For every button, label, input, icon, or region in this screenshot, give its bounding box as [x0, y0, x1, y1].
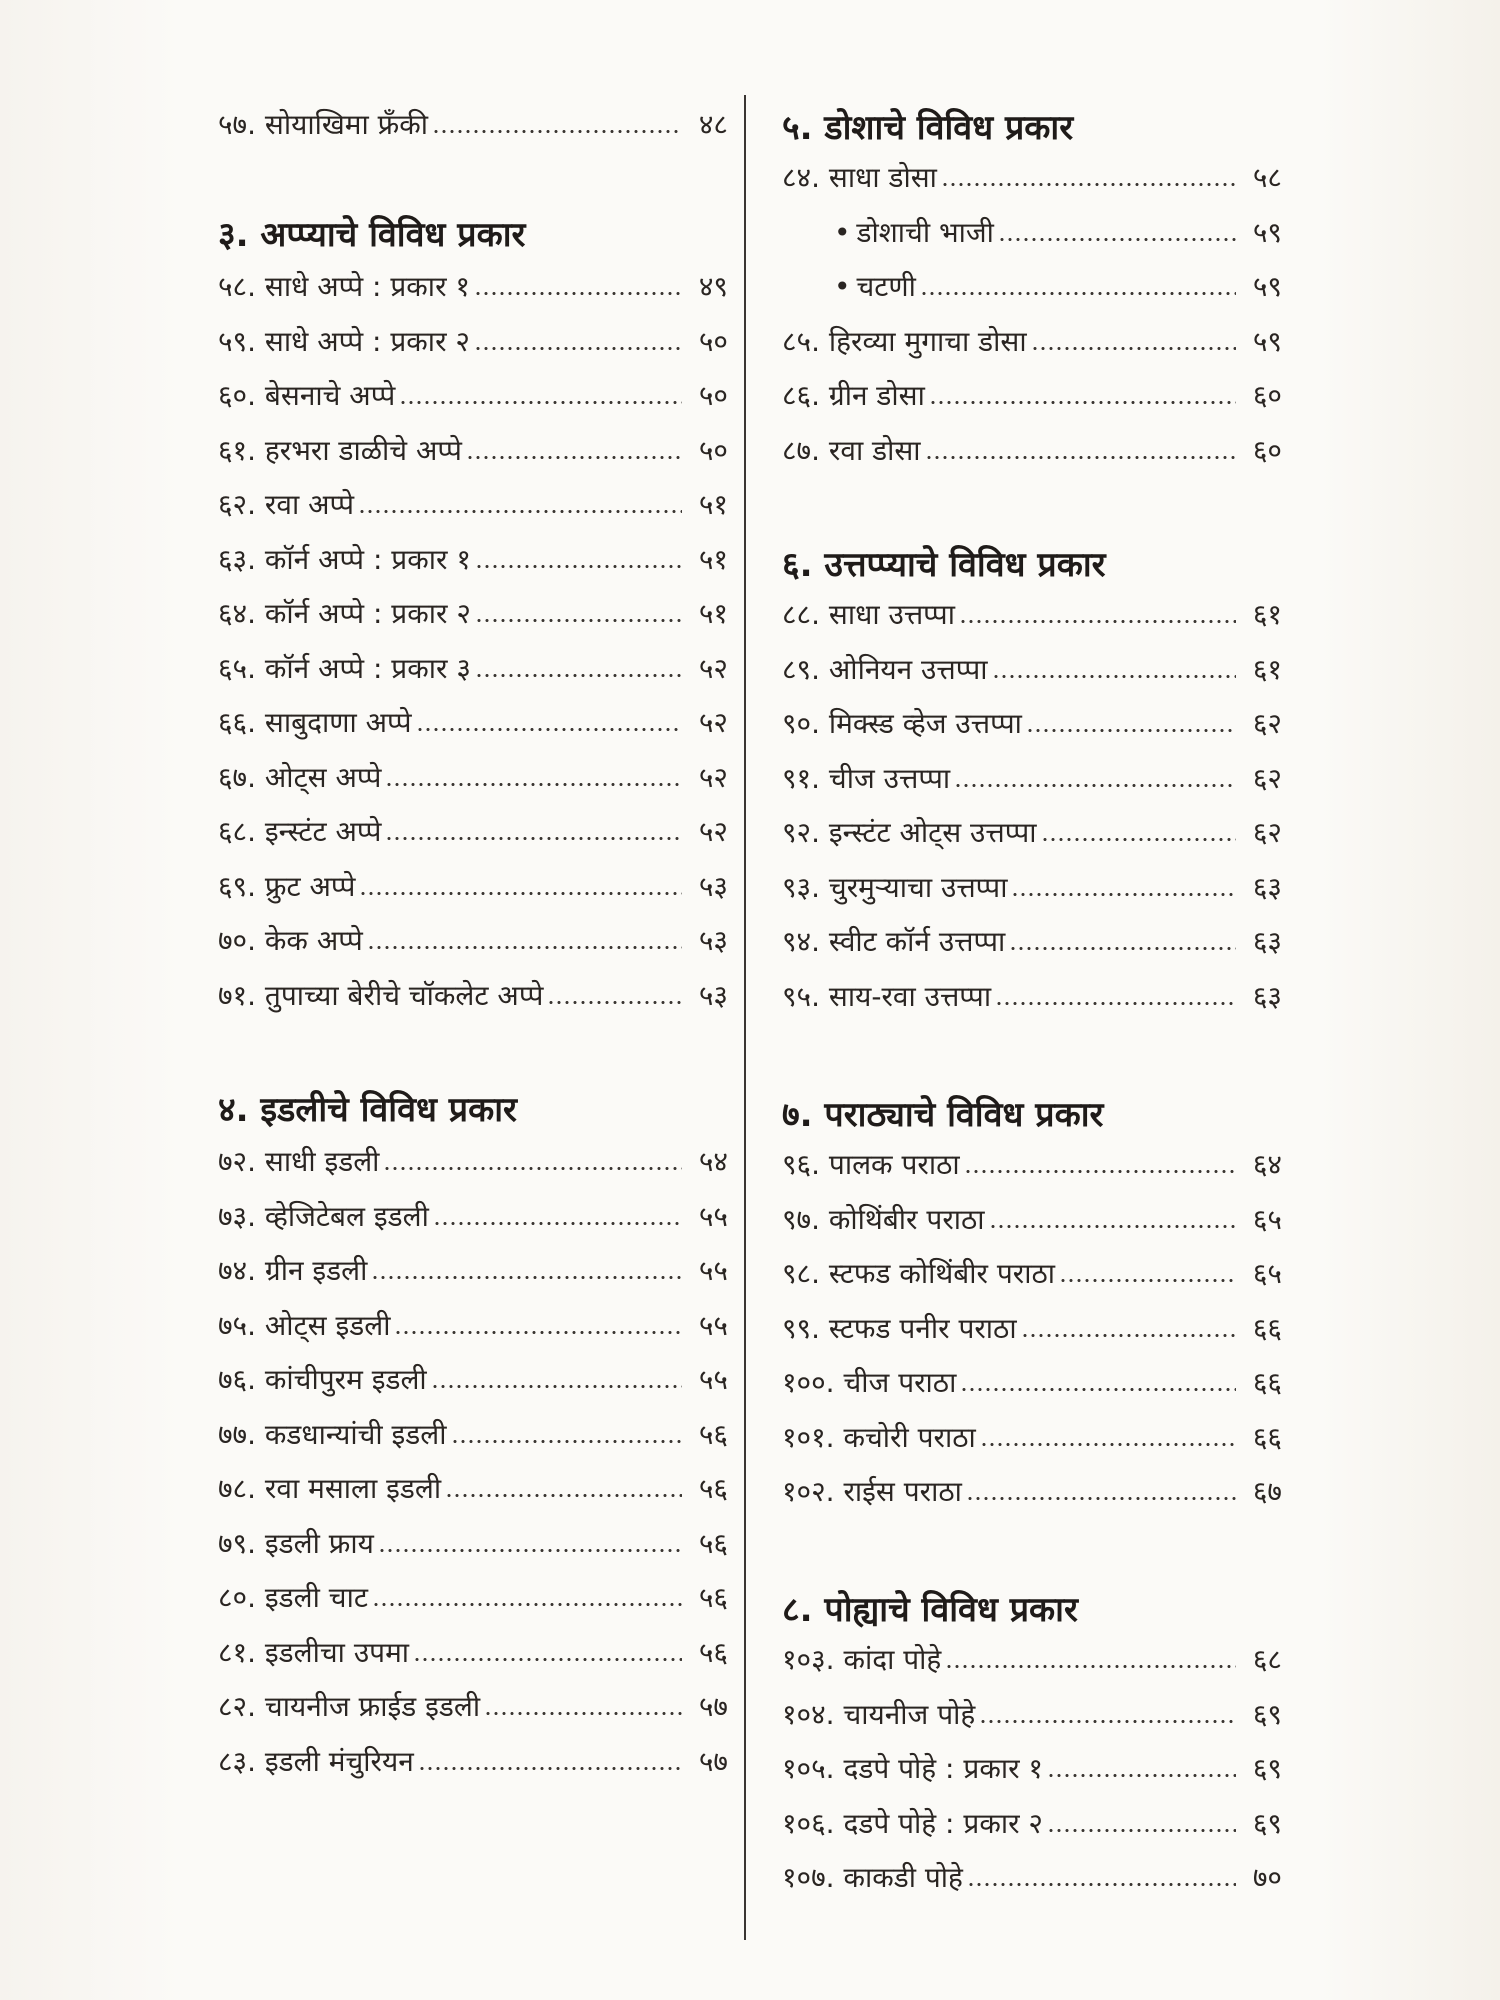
dot-leader [954, 776, 1236, 788]
entry-title: १०४. चायनीज पोहे [782, 1697, 976, 1731]
toc-entry [218, 916, 728, 966]
dot-leader [967, 1875, 1236, 1887]
toc-entry [782, 1853, 1282, 1903]
entry-title: ५७. सोयाखिमा फ्रँकी [218, 108, 428, 141]
dot-leader [474, 284, 682, 296]
dot-leader [367, 938, 682, 950]
entry-page-number: ५७ [698, 1744, 728, 1778]
dot-leader [1031, 339, 1236, 351]
dot-leader [418, 1759, 682, 1771]
entry-title: ८५. हिरव्या मुगाचा डोसा [782, 324, 1027, 358]
dot-leader [941, 175, 1236, 187]
entry-title: ९०. मिक्स्ड व्हेज उत्तप्पा [782, 707, 1022, 740]
toc-entry [782, 1140, 1282, 1190]
entry-title: ६४. कॉर्न अप्पे : प्रकार २ [218, 597, 471, 630]
dot-leader [1059, 1271, 1236, 1283]
toc-entry [218, 1192, 728, 1242]
entry-title: ६८. इन्स्टंट अप्पे [218, 815, 382, 848]
entry-page-number: ५९ [1252, 270, 1282, 303]
entry-page-number: ६२ [1252, 761, 1282, 795]
entry-page-number: ५० [698, 433, 728, 467]
dot-leader [413, 1650, 682, 1662]
dot-leader [925, 448, 1236, 460]
toc-entry [218, 1301, 728, 1351]
dot-leader [383, 1159, 682, 1171]
toc-entry [218, 262, 728, 312]
entry-title: ८१. इडलीचा उपमा [218, 1635, 410, 1669]
dot-leader [964, 1162, 1236, 1174]
entry-page-number: ५८ [1252, 161, 1282, 194]
entry-page-number: ६२ [1252, 707, 1282, 740]
toc-entry [218, 1682, 728, 1732]
bullet-icon: • [834, 215, 851, 249]
entry-page-number: ७० [1252, 1861, 1282, 1894]
entry-page-number: ६५ [1252, 1202, 1282, 1236]
entry-page-number: ६२ [1252, 816, 1282, 849]
entry-title: ८३. इडली मंचुरियन [218, 1744, 414, 1778]
entry-page-number: ६९ [1252, 1806, 1282, 1840]
entry-page-number: ५६ [698, 1417, 728, 1451]
entry-page-number: ५९ [1252, 324, 1282, 358]
entry-page-number: ५० [698, 324, 728, 358]
dot-leader [960, 1380, 1236, 1392]
entry-page-number: ६६ [1252, 1420, 1282, 1454]
dot-leader [358, 502, 682, 514]
entry-page-number: ६९ [1252, 1752, 1282, 1785]
dot-leader [995, 994, 1236, 1006]
dot-leader [466, 448, 682, 460]
entry-title: ८६. ग्रीन डोसा [782, 379, 925, 412]
dot-leader [1041, 830, 1236, 842]
dot-leader [451, 1432, 682, 1444]
toc-entry [782, 699, 1282, 749]
toc-entry [782, 1467, 1282, 1517]
entry-page-number: ५६ [698, 1472, 728, 1505]
toc-entry [218, 1628, 728, 1678]
toc-entry [782, 1799, 1282, 1849]
dot-leader [992, 667, 1236, 679]
toc-entry [782, 1690, 1282, 1740]
toc-subentry [834, 208, 1282, 258]
toc-entry [782, 590, 1282, 640]
toc-entry [218, 862, 728, 912]
entry-title: १०६. दडपे पोहे : प्रकार २ [782, 1806, 1043, 1840]
dot-leader [484, 1704, 682, 1716]
toc-entry [782, 972, 1282, 1022]
entry-title: ६२. रवा अप्पे [218, 488, 355, 521]
toc-entry [218, 1464, 728, 1514]
dot-leader [1009, 939, 1236, 951]
entry-title: ८२. चायनीज फ्राईड इडली [218, 1690, 481, 1723]
entry-page-number: ६७ [1252, 1475, 1282, 1508]
dot-leader [959, 612, 1236, 624]
dot-leader [989, 1217, 1236, 1229]
entry-title: ८७. रवा डोसा [782, 433, 921, 467]
toc-entry [782, 1635, 1282, 1685]
entry-page-number: ६५ [1252, 1257, 1282, 1290]
toc-entry [218, 753, 728, 803]
toc-entry [218, 1355, 728, 1405]
entry-page-number: ५१ [698, 542, 728, 576]
dot-leader [1026, 721, 1236, 733]
entry-title: ९१. चीज उत्तप्पा [782, 761, 951, 795]
entry-page-number: ६९ [1252, 1697, 1282, 1731]
entry-page-number: ४९ [698, 270, 728, 303]
entry-title: १०३. कांदा पोहे [782, 1643, 942, 1676]
dot-leader [475, 557, 682, 569]
entry-page-number: ६३ [1252, 925, 1282, 958]
entry-title: १०१. कचोरी पराठा [782, 1420, 976, 1454]
entry-title: ७१. तुपाच्या बेरीचे चॉकलेट अप्पे [218, 978, 544, 1012]
toc-entry [218, 1246, 728, 1296]
entry-title: ८०. इडली चाट [218, 1581, 368, 1614]
entry-title: ९७. कोथिंबीर पराठा [782, 1202, 985, 1236]
toc-entry [218, 698, 728, 748]
entry-title: ९४. स्वीट कॉर्न उत्तप्पा [782, 925, 1006, 958]
entry-title: ६७. ओट्स अप्पे [218, 760, 382, 794]
toc-entry [782, 1195, 1282, 1245]
entry-title: ८४. साधा डोसा [782, 161, 937, 194]
entry-title: ९९. स्टफड पनीर पराठा [782, 1311, 1017, 1345]
toc-entry [782, 371, 1282, 421]
entry-page-number: ५० [698, 379, 728, 412]
toc-entry [782, 1413, 1282, 1463]
entry-page-number: ६३ [1252, 870, 1282, 904]
entry-title: ७९. इडली फ्राय [218, 1526, 374, 1560]
toc-entry [218, 644, 728, 694]
entry-title: ९६. पालक पराठा [782, 1148, 960, 1181]
dot-leader [416, 720, 682, 732]
section-heading: ६. उत्तप्प्याचे विविध प्रकार [782, 545, 1106, 585]
dot-leader [1011, 885, 1236, 897]
toc-entry [782, 426, 1282, 476]
entry-page-number: ६१ [1252, 598, 1282, 631]
toc-entry [218, 807, 728, 857]
dot-leader [394, 1323, 682, 1335]
dot-leader [475, 611, 682, 623]
entry-title: ८८. साधा उत्तप्पा [782, 598, 955, 631]
dot-leader [445, 1486, 682, 1498]
section-heading: ५. डोशाचे विविध प्रकार [782, 108, 1074, 148]
entry-title: ७२. साधी इडली [218, 1145, 380, 1178]
dot-leader [474, 339, 682, 351]
entry-page-number: ५४ [698, 1145, 728, 1178]
toc-entry [782, 645, 1282, 695]
dot-leader [1021, 1326, 1236, 1338]
entry-title: ७३. व्हेजिटेबल इडली [218, 1199, 429, 1233]
section-heading: ८. पोह्याचे विविध प्रकार [782, 1590, 1078, 1630]
toc-entry [782, 917, 1282, 967]
toc-entry [218, 1519, 728, 1569]
bullet-icon: • [834, 270, 851, 303]
column-divider [744, 95, 746, 1940]
entry-title: ९२. इन्स्टंट ओट्स उत्तप्पा [782, 816, 1037, 849]
entry-page-number: ६८ [1252, 1643, 1282, 1676]
dot-leader [980, 1435, 1236, 1447]
entry-page-number: ५७ [698, 1690, 728, 1723]
entry-title: ९८. स्टफड कोथिंबीर पराठा [782, 1257, 1056, 1290]
dot-leader [385, 775, 682, 787]
toc-subentry [834, 262, 1282, 312]
entry-page-number: ५२ [698, 760, 728, 794]
entry-title: ६०. बेसनाचे अप्पे [218, 379, 396, 412]
entry-page-number: ५२ [698, 815, 728, 848]
entry-title: ७६. कांचीपुरम इडली [218, 1363, 427, 1396]
toc-entry [218, 1137, 728, 1187]
dot-leader [475, 666, 682, 678]
entry-page-number: ६० [1252, 379, 1282, 412]
dot-leader [431, 1377, 682, 1389]
dot-leader [399, 393, 682, 405]
section-heading: ३. अप्प्याचे विविध प्रकार [218, 215, 526, 255]
dot-leader [945, 1657, 1236, 1669]
toc-entry [218, 371, 728, 421]
toc-entry [782, 863, 1282, 913]
entry-title: १०७. काकडी पोहे [782, 1861, 963, 1894]
toc-entry [218, 1737, 728, 1787]
entry-title: ६६. साबुदाणा अप्पे [218, 706, 412, 739]
entry-title: डोशाची भाजी [856, 215, 994, 249]
entry-title: ९५. साय-रवा उत्तप्पा [782, 979, 992, 1013]
toc-entry [218, 971, 728, 1021]
dot-leader [920, 284, 1236, 296]
dot-leader [966, 1489, 1236, 1501]
entry-page-number: ६६ [1252, 1311, 1282, 1345]
entry-page-number: ५६ [698, 1526, 728, 1560]
entry-page-number: ६४ [1252, 1148, 1282, 1181]
entry-title: ५८. साधे अप्पे : प्रकार १ [218, 270, 470, 303]
dot-leader [979, 1712, 1236, 1724]
entry-title: ५९. साधे अप्पे : प्रकार २ [218, 324, 470, 358]
dot-leader [372, 1595, 682, 1607]
entry-title: ६९. फ्रुट अप्पे [218, 869, 356, 903]
dot-leader [385, 829, 682, 841]
entry-title: १००. चीज पराठा [782, 1366, 957, 1399]
toc-entry [218, 317, 728, 367]
dot-leader [378, 1541, 682, 1553]
entry-title: ७०. केक अप्पे [218, 924, 363, 957]
entry-title: १०५. दडपे पोहे : प्रकार १ [782, 1752, 1043, 1785]
entry-page-number: ५६ [698, 1635, 728, 1669]
dot-leader [1047, 1766, 1236, 1778]
toc-entry [782, 1249, 1282, 1299]
dot-leader [371, 1268, 682, 1280]
dot-leader [432, 122, 682, 134]
toc-entry [782, 1304, 1282, 1354]
entry-page-number: ५२ [698, 651, 728, 685]
toc-entry [218, 535, 728, 585]
dot-leader [547, 993, 682, 1005]
entry-page-number: ५५ [698, 1363, 728, 1396]
entry-page-number: ५२ [698, 706, 728, 739]
entry-title: ९३. चुरमुऱ्याचा उत्तप्पा [782, 870, 1008, 904]
toc-entry [218, 1410, 728, 1460]
entry-page-number: ५६ [698, 1581, 728, 1614]
entry-title: ७८. रवा मसाला इडली [218, 1472, 442, 1505]
toc-entry [218, 480, 728, 530]
entry-title: ७४. ग्रीन इडली [218, 1254, 368, 1287]
dot-leader [1047, 1821, 1236, 1833]
entry-title: ७५. ओट्स इडली [218, 1308, 391, 1342]
entry-page-number: ५३ [698, 978, 728, 1012]
entry-page-number: ५३ [698, 924, 728, 957]
toc-entry [782, 1358, 1282, 1408]
toc-entry [218, 589, 728, 639]
entry-page-number: ५५ [698, 1199, 728, 1233]
dot-leader [359, 884, 682, 896]
entry-page-number: ५५ [698, 1254, 728, 1287]
toc-entry [218, 1573, 728, 1623]
entry-page-number: ५१ [698, 597, 728, 630]
entry-title: चटणी [856, 270, 916, 303]
section-heading: ४. इडलीचे विविध प्रकार [218, 1090, 517, 1130]
toc-entry [218, 100, 728, 150]
toc-entry [782, 808, 1282, 858]
entry-title: ७७. कडधान्यांची इडली [218, 1417, 447, 1451]
entry-page-number: ५१ [698, 488, 728, 521]
entry-page-number: ६३ [1252, 979, 1282, 1013]
entry-page-number: ५९ [1252, 215, 1282, 249]
toc-entry [782, 754, 1282, 804]
toc-entry [782, 317, 1282, 367]
entry-title: ६१. हरभरा डाळीचे अप्पे [218, 433, 462, 467]
entry-page-number: ५३ [698, 869, 728, 903]
toc-entry [218, 426, 728, 476]
entry-page-number: ६१ [1252, 652, 1282, 686]
toc-entry [782, 153, 1282, 203]
entry-title: ८९. ओनियन उत्तप्पा [782, 652, 988, 686]
entry-title: ६३. कॉर्न अप्पे : प्रकार १ [218, 542, 471, 576]
dot-leader [929, 393, 1236, 405]
dot-leader [433, 1214, 682, 1226]
entry-title: ६५. कॉर्न अप्पे : प्रकार ३ [218, 651, 471, 685]
entry-page-number: ५५ [698, 1308, 728, 1342]
toc-entry [782, 1744, 1282, 1794]
entry-page-number: ६० [1252, 433, 1282, 467]
section-heading: ७. पराठ्याचे विविध प्रकार [782, 1095, 1104, 1135]
entry-page-number: ६६ [1252, 1366, 1282, 1399]
dot-leader [998, 230, 1236, 242]
entry-page-number: ४८ [698, 108, 728, 141]
entry-title: १०२. राईस पराठा [782, 1475, 962, 1508]
